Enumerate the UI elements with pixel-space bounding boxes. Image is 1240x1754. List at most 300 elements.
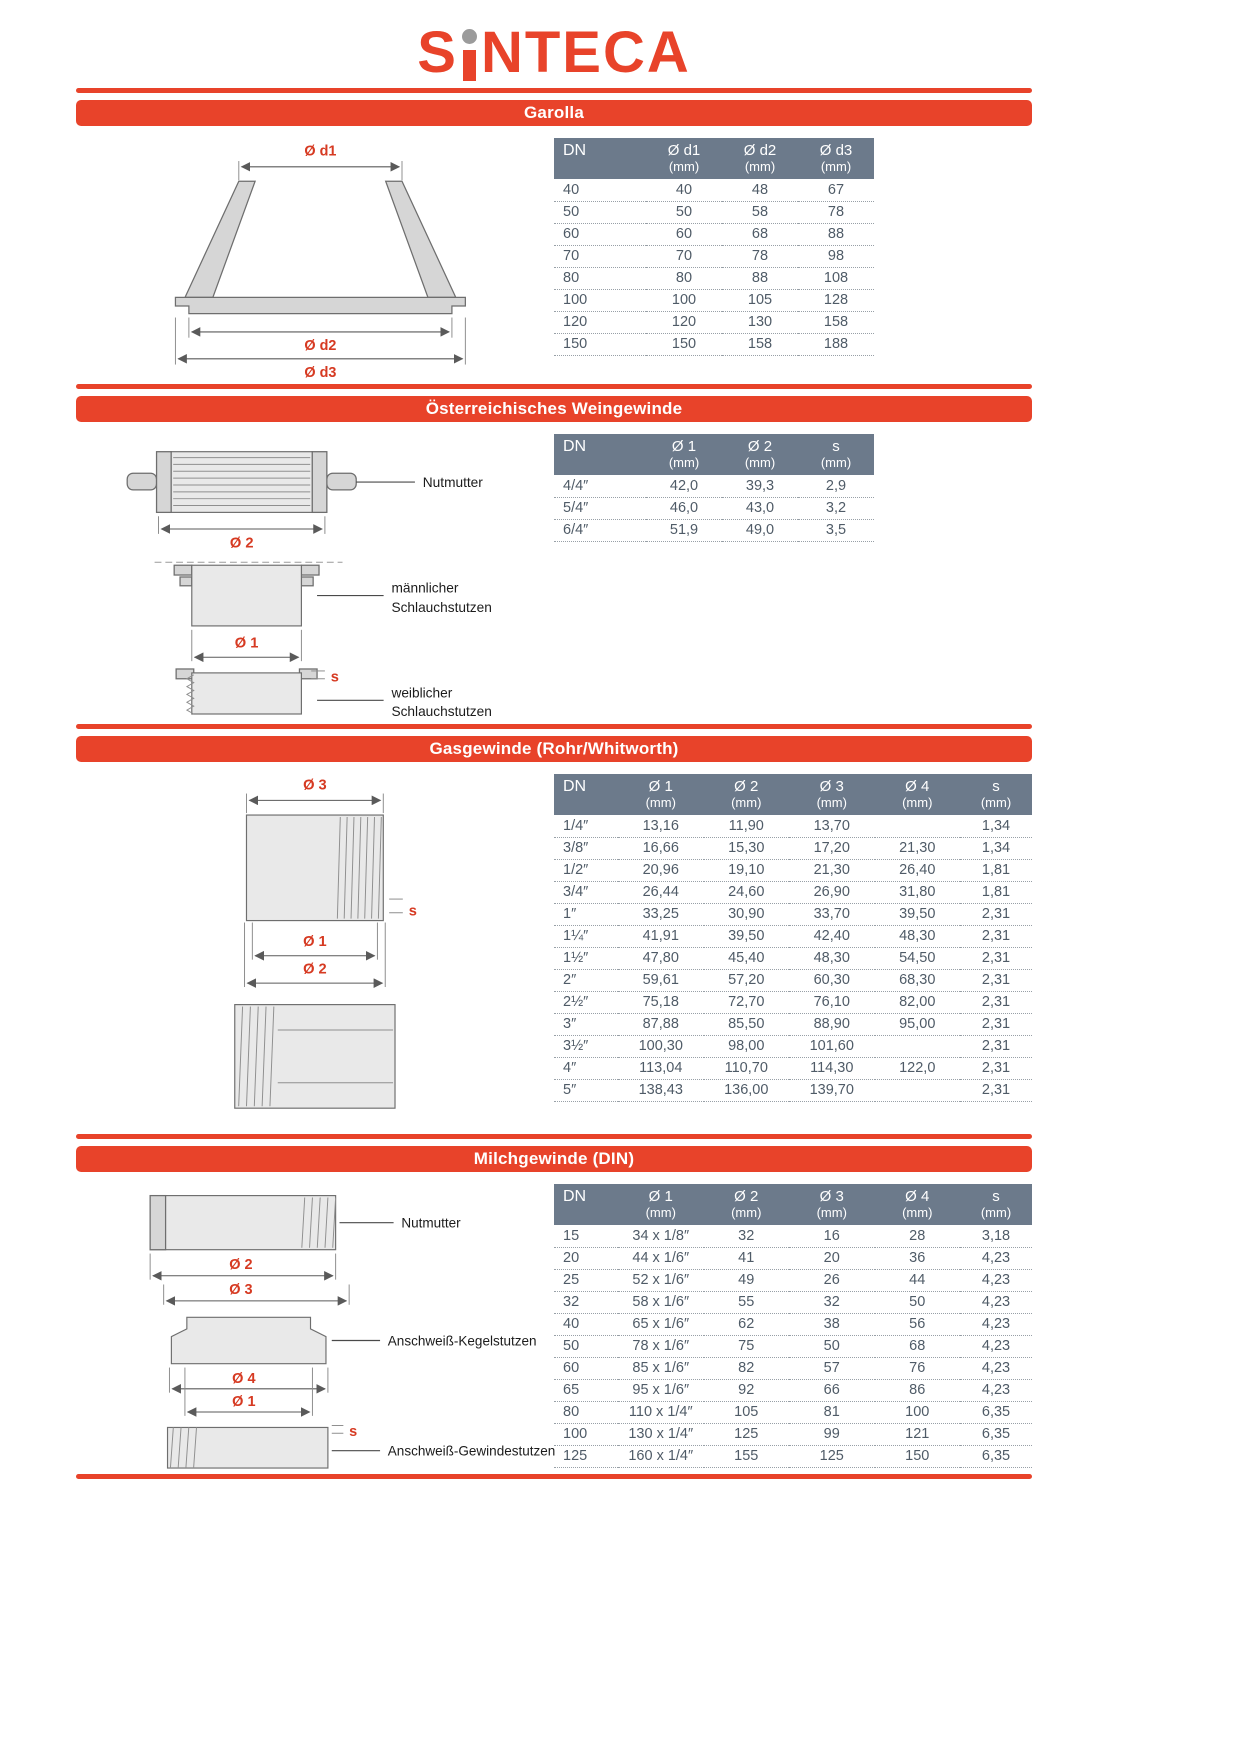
cell-value: 6,35 xyxy=(960,1401,1032,1423)
cell-value: 52 x 1/6″ xyxy=(618,1269,704,1291)
cell-value: 4,23 xyxy=(960,1313,1032,1335)
section-title: Gasgewinde (Rohr/Whitworth) xyxy=(429,739,679,758)
part-label: männlicher xyxy=(391,580,459,596)
cell-dn: 32 xyxy=(554,1291,618,1313)
cell-value: 100 xyxy=(646,289,722,311)
weingewinde-parts-drawing xyxy=(90,434,550,718)
cell-value: 139,70 xyxy=(789,1079,875,1101)
cell-value: 3,2 xyxy=(798,497,874,519)
cell-value: 2,31 xyxy=(960,925,1032,947)
cell-value: 1,81 xyxy=(960,881,1032,903)
cell-value: 28 xyxy=(875,1225,961,1247)
cell-dn: 120 xyxy=(554,311,646,333)
table-row xyxy=(554,1313,1032,1335)
table-row xyxy=(554,1335,1032,1357)
table-row xyxy=(554,267,874,289)
cell-dn: 5″ xyxy=(554,1079,618,1101)
cell-value: 188 xyxy=(798,333,874,355)
cell-dn: 100 xyxy=(554,1423,618,1445)
cell-value: 110,70 xyxy=(704,1057,790,1079)
cell-value: 155 xyxy=(704,1445,790,1467)
cell-value: 3,5 xyxy=(798,519,874,541)
section-weingewinde xyxy=(76,384,1032,724)
col-header-dn: DN xyxy=(554,774,618,815)
table-row xyxy=(554,837,1032,859)
logo-text-prefix: S xyxy=(417,20,458,85)
dim-label: Ø 2 xyxy=(229,1257,253,1274)
cell-value: 4,23 xyxy=(960,1269,1032,1291)
col-header: Ø 3 (mm) xyxy=(789,774,875,815)
cell-value: 65 x 1/6″ xyxy=(618,1313,704,1335)
table-row xyxy=(554,1357,1032,1379)
cell-value: 125 xyxy=(704,1423,790,1445)
table-row xyxy=(554,311,874,333)
cell-value: 16,66 xyxy=(618,837,704,859)
part-label: Nutmutter xyxy=(422,474,483,490)
section-divider xyxy=(76,1134,1032,1139)
cell-value: 114,30 xyxy=(789,1057,875,1079)
cell-value: 136,00 xyxy=(704,1079,790,1101)
col-header: Ø 4 (mm) xyxy=(875,1184,961,1225)
cell-value: 13,16 xyxy=(618,815,704,837)
cell-value: 31,80 xyxy=(875,881,961,903)
cell-value: 100,30 xyxy=(618,1035,704,1057)
cell-value: 121 xyxy=(875,1423,961,1445)
cell-value: 98,00 xyxy=(704,1035,790,1057)
cell-value: 33,25 xyxy=(618,903,704,925)
cell-dn: 70 xyxy=(554,245,646,267)
table-row xyxy=(554,1225,1032,1247)
col-header: Ø 2 (mm) xyxy=(704,774,790,815)
cell-value: 66 xyxy=(789,1379,875,1401)
cell-value: 6,35 xyxy=(960,1445,1032,1467)
cell-value: 1,34 xyxy=(960,837,1032,859)
milchgewinde-parts-drawing xyxy=(90,1184,560,1469)
table-header-row xyxy=(554,774,1032,815)
cell-value: 59,61 xyxy=(618,969,704,991)
section-divider xyxy=(76,724,1032,729)
section-divider xyxy=(76,384,1032,389)
cell-value: 62 xyxy=(704,1313,790,1335)
part-label: Schlauchstutzen xyxy=(391,600,492,616)
cell-value: 4,23 xyxy=(960,1247,1032,1269)
table-row xyxy=(554,201,874,223)
cell-value: 81 xyxy=(789,1401,875,1423)
cell-value: 2,31 xyxy=(960,1035,1032,1057)
milchgewinde-table xyxy=(554,1184,1032,1468)
cell-value: 13,70 xyxy=(789,815,875,837)
cell-value: 39,50 xyxy=(704,925,790,947)
table-row xyxy=(554,179,874,201)
section-divider xyxy=(76,88,1032,93)
col-header-dn: DN xyxy=(554,138,646,179)
cell-value: 45,40 xyxy=(704,947,790,969)
logo-letter-i xyxy=(462,36,477,82)
cell-value: 1,34 xyxy=(960,815,1032,837)
cell-value: 32 xyxy=(704,1225,790,1247)
cell-value: 20,96 xyxy=(618,859,704,881)
section-milchgewinde xyxy=(76,1134,1032,1474)
cell-value: 48,30 xyxy=(789,947,875,969)
cell-value: 2,31 xyxy=(960,1079,1032,1101)
cell-value: 108 xyxy=(798,267,874,289)
cell-value: 88 xyxy=(722,267,798,289)
cell-dn: 1¼″ xyxy=(554,925,618,947)
cell-value: 72,70 xyxy=(704,991,790,1013)
section-garolla xyxy=(76,88,1032,384)
milchgewinde-drawing xyxy=(76,1184,554,1474)
cell-value: 41,91 xyxy=(618,925,704,947)
cell-dn: 50 xyxy=(554,201,646,223)
cell-value xyxy=(875,815,961,837)
cell-value: 99 xyxy=(789,1423,875,1445)
cell-dn: 50 xyxy=(554,1335,618,1357)
cell-value: 120 xyxy=(646,311,722,333)
cell-value: 26,90 xyxy=(789,881,875,903)
cell-value: 41 xyxy=(704,1247,790,1269)
table-row xyxy=(554,475,874,497)
cell-value: 2,31 xyxy=(960,1013,1032,1035)
logo-dot-icon xyxy=(462,29,477,44)
cell-value: 21,30 xyxy=(789,859,875,881)
dim-label: Ø d3 xyxy=(304,365,337,378)
cell-value: 88,90 xyxy=(789,1013,875,1035)
cell-value: 24,60 xyxy=(704,881,790,903)
table-row xyxy=(554,519,874,541)
section-title-bar xyxy=(76,396,1032,422)
brand-logo xyxy=(417,20,691,85)
cell-dn: 1½″ xyxy=(554,947,618,969)
cell-dn: 20 xyxy=(554,1247,618,1269)
cell-value: 11,90 xyxy=(704,815,790,837)
cell-value: 44 x 1/6″ xyxy=(618,1247,704,1269)
cell-value: 130 x 1/4″ xyxy=(618,1423,704,1445)
cell-value: 87,88 xyxy=(618,1013,704,1035)
header xyxy=(76,0,1032,88)
cell-dn: 60 xyxy=(554,1357,618,1379)
table-row xyxy=(554,903,1032,925)
cell-value: 95 x 1/6″ xyxy=(618,1379,704,1401)
cell-value: 57 xyxy=(789,1357,875,1379)
cell-value: 48 xyxy=(722,179,798,201)
cell-dn: 150 xyxy=(554,333,646,355)
table-row xyxy=(554,1401,1032,1423)
dim-label: s xyxy=(408,903,417,920)
cell-value: 6,35 xyxy=(960,1423,1032,1445)
cell-value: 60,30 xyxy=(789,969,875,991)
cell-dn: 6/4″ xyxy=(554,519,646,541)
table-row xyxy=(554,1057,1032,1079)
cell-value: 17,20 xyxy=(789,837,875,859)
col-header: Ø 2 (mm) xyxy=(722,434,798,475)
cell-dn: 125 xyxy=(554,1445,618,1467)
cell-value: 43,0 xyxy=(722,497,798,519)
cell-value: 50 xyxy=(875,1291,961,1313)
table-row xyxy=(554,1423,1032,1445)
garolla-table xyxy=(554,138,874,356)
cell-value: 15,30 xyxy=(704,837,790,859)
cell-value: 88 xyxy=(798,223,874,245)
table-row xyxy=(554,1079,1032,1101)
cell-value: 42,0 xyxy=(646,475,722,497)
col-header: Ø 2 (mm) xyxy=(704,1184,790,1225)
cell-value: 32 xyxy=(789,1291,875,1313)
table-header-row xyxy=(554,138,874,179)
cell-dn: 80 xyxy=(554,1401,618,1423)
logo-i-stem xyxy=(463,50,476,81)
cell-value: 39,3 xyxy=(722,475,798,497)
col-header-dn: DN xyxy=(554,434,646,475)
table-header-row xyxy=(554,434,874,475)
dim-label: Ø d1 xyxy=(304,143,337,160)
dim-label: Ø 2 xyxy=(303,961,327,978)
cell-value: 100 xyxy=(875,1401,961,1423)
dim-label: s xyxy=(349,1424,358,1441)
cell-value: 4,23 xyxy=(960,1335,1032,1357)
cell-dn: 4″ xyxy=(554,1057,618,1079)
cell-value: 113,04 xyxy=(618,1057,704,1079)
cell-value: 33,70 xyxy=(789,903,875,925)
cell-dn: 80 xyxy=(554,267,646,289)
cell-value: 42,40 xyxy=(789,925,875,947)
page-bottom-divider xyxy=(76,1474,1032,1479)
col-header-dn: DN xyxy=(554,1184,618,1225)
cell-value: 105 xyxy=(722,289,798,311)
cell-value: 58 xyxy=(722,201,798,223)
section-gasgewinde xyxy=(76,724,1032,1134)
logo-text-suffix: NTECA xyxy=(480,20,691,85)
cell-value: 101,60 xyxy=(789,1035,875,1057)
cell-value: 34 x 1/8″ xyxy=(618,1225,704,1247)
cell-value: 38 xyxy=(789,1313,875,1335)
cell-dn: 60 xyxy=(554,223,646,245)
cell-value: 68 xyxy=(875,1335,961,1357)
col-header: Ø 1 (mm) xyxy=(646,434,722,475)
cell-value: 95,00 xyxy=(875,1013,961,1035)
cell-value: 68 xyxy=(722,223,798,245)
cell-value: 60 xyxy=(646,223,722,245)
cell-dn: 5/4″ xyxy=(554,497,646,519)
section-title: Garolla xyxy=(524,103,584,122)
garolla-drawing xyxy=(76,138,554,384)
section-title-bar xyxy=(76,100,1032,126)
cell-value: 130 xyxy=(722,311,798,333)
cell-value: 78 x 1/6″ xyxy=(618,1335,704,1357)
cell-value: 92 xyxy=(704,1379,790,1401)
dim-label: s xyxy=(330,669,339,686)
cell-value: 2,31 xyxy=(960,969,1032,991)
cell-value: 36 xyxy=(875,1247,961,1269)
cell-dn: 3″ xyxy=(554,1013,618,1035)
cell-value: 19,10 xyxy=(704,859,790,881)
gasgewinde-drawing xyxy=(76,774,554,1134)
cell-dn: 2½″ xyxy=(554,991,618,1013)
table-row xyxy=(554,815,1032,837)
cell-value: 4,23 xyxy=(960,1379,1032,1401)
section-title-bar xyxy=(76,736,1032,762)
cell-value: 30,90 xyxy=(704,903,790,925)
cell-dn: 40 xyxy=(554,1313,618,1335)
content-area xyxy=(76,0,1032,1479)
cell-value: 2,31 xyxy=(960,991,1032,1013)
cell-value: 122,0 xyxy=(875,1057,961,1079)
cell-value: 46,0 xyxy=(646,497,722,519)
table-row xyxy=(554,881,1032,903)
part-label: Nutmutter xyxy=(401,1215,461,1231)
cell-value: 49 xyxy=(704,1269,790,1291)
part-label: Schlauchstutzen xyxy=(391,703,492,718)
cell-value: 1,81 xyxy=(960,859,1032,881)
cell-value: 128 xyxy=(798,289,874,311)
cell-value: 138,43 xyxy=(618,1079,704,1101)
part-label: Anschweiß-Kegelstutzen xyxy=(387,1333,537,1349)
cell-value: 55 xyxy=(704,1291,790,1313)
cell-value: 4,23 xyxy=(960,1357,1032,1379)
table-row xyxy=(554,991,1032,1013)
cell-value: 4,23 xyxy=(960,1291,1032,1313)
cell-value: 2,31 xyxy=(960,903,1032,925)
part-label: Anschweiß-Gewindestutzen xyxy=(387,1443,556,1459)
dim-label: Ø 1 xyxy=(303,933,327,950)
cell-value: 2,31 xyxy=(960,1057,1032,1079)
cell-value: 78 xyxy=(798,201,874,223)
cell-value: 150 xyxy=(875,1445,961,1467)
section-title-bar xyxy=(76,1146,1032,1172)
gasgewinde-parts-drawing xyxy=(90,774,530,1116)
cell-value: 75 xyxy=(704,1335,790,1357)
cell-dn: 1″ xyxy=(554,903,618,925)
table-row xyxy=(554,1035,1032,1057)
table-row xyxy=(554,245,874,267)
col-header: Ø 1 (mm) xyxy=(618,774,704,815)
col-header: Ø 1 (mm) xyxy=(618,1184,704,1225)
table-row xyxy=(554,1291,1032,1313)
cell-value: 20 xyxy=(789,1247,875,1269)
col-header: Ø d2 (mm) xyxy=(722,138,798,179)
cell-value: 26 xyxy=(789,1269,875,1291)
cell-value: 44 xyxy=(875,1269,961,1291)
cell-dn: 15 xyxy=(554,1225,618,1247)
cell-value: 50 xyxy=(646,201,722,223)
cell-value: 76 xyxy=(875,1357,961,1379)
table-row xyxy=(554,1445,1032,1467)
table-row xyxy=(554,925,1032,947)
cell-value: 75,18 xyxy=(618,991,704,1013)
cell-value: 110 x 1/4″ xyxy=(618,1401,704,1423)
cell-value: 158 xyxy=(722,333,798,355)
gasgewinde-table xyxy=(554,774,1032,1102)
cell-dn: 3/8″ xyxy=(554,837,618,859)
col-header: Ø d1 (mm) xyxy=(646,138,722,179)
cell-dn: 4/4″ xyxy=(554,475,646,497)
cell-value: 86 xyxy=(875,1379,961,1401)
col-header: s (mm) xyxy=(960,774,1032,815)
table-row xyxy=(554,223,874,245)
cell-value: 56 xyxy=(875,1313,961,1335)
cell-value: 40 xyxy=(646,179,722,201)
table-row xyxy=(554,1013,1032,1035)
cell-value xyxy=(875,1079,961,1101)
col-header: s (mm) xyxy=(960,1184,1032,1225)
cell-value xyxy=(875,1035,961,1057)
dim-label: Ø d2 xyxy=(304,338,337,355)
cell-value: 50 xyxy=(789,1335,875,1357)
table-row xyxy=(554,1247,1032,1269)
cell-value: 3,18 xyxy=(960,1225,1032,1247)
cell-value: 70 xyxy=(646,245,722,267)
cell-value: 67 xyxy=(798,179,874,201)
cell-dn: 100 xyxy=(554,289,646,311)
cell-value: 125 xyxy=(789,1445,875,1467)
table-row xyxy=(554,333,874,355)
cell-value: 85 x 1/6″ xyxy=(618,1357,704,1379)
table-row xyxy=(554,969,1032,991)
cell-value: 78 xyxy=(722,245,798,267)
cell-value: 54,50 xyxy=(875,947,961,969)
table-row xyxy=(554,497,874,519)
cell-value: 26,44 xyxy=(618,881,704,903)
col-header: s (mm) xyxy=(798,434,874,475)
section-title: Österreichisches Weingewinde xyxy=(425,399,683,418)
cell-value: 39,50 xyxy=(875,903,961,925)
dim-label: Ø 1 xyxy=(234,635,259,652)
cell-value: 80 xyxy=(646,267,722,289)
cell-value: 57,20 xyxy=(704,969,790,991)
cell-dn: 1/2″ xyxy=(554,859,618,881)
cell-value: 49,0 xyxy=(722,519,798,541)
dim-label: Ø 2 xyxy=(229,535,254,552)
table-row xyxy=(554,1269,1032,1291)
cell-value: 82,00 xyxy=(875,991,961,1013)
dim-label: Ø 1 xyxy=(232,1394,256,1411)
cell-dn: 3½″ xyxy=(554,1035,618,1057)
cell-dn: 2″ xyxy=(554,969,618,991)
cell-value: 76,10 xyxy=(789,991,875,1013)
cell-dn: 65 xyxy=(554,1379,618,1401)
cell-value: 48,30 xyxy=(875,925,961,947)
table-header-row xyxy=(554,1184,1032,1225)
table-row xyxy=(554,1379,1032,1401)
cell-dn: 3/4″ xyxy=(554,881,618,903)
garolla-cross-section xyxy=(90,138,522,378)
dim-label: Ø 4 xyxy=(232,1371,256,1388)
cell-dn: 25 xyxy=(554,1269,618,1291)
cell-value: 82 xyxy=(704,1357,790,1379)
cell-dn: 1/4″ xyxy=(554,815,618,837)
col-header: Ø 4 (mm) xyxy=(875,774,961,815)
cell-value: 105 xyxy=(704,1401,790,1423)
section-title: Milchgewinde (DIN) xyxy=(473,1149,635,1168)
col-header: Ø d3 (mm) xyxy=(798,138,874,179)
cell-value: 98 xyxy=(798,245,874,267)
weingewinde-drawing xyxy=(76,434,554,724)
table-row xyxy=(554,859,1032,881)
cell-value: 68,30 xyxy=(875,969,961,991)
cell-value: 85,50 xyxy=(704,1013,790,1035)
cell-value: 16 xyxy=(789,1225,875,1247)
cell-value: 26,40 xyxy=(875,859,961,881)
table-row xyxy=(554,947,1032,969)
col-header: Ø 3 (mm) xyxy=(789,1184,875,1225)
cell-value: 2,9 xyxy=(798,475,874,497)
cell-value: 58 x 1/6″ xyxy=(618,1291,704,1313)
dim-label: Ø 3 xyxy=(303,777,327,794)
table-row xyxy=(554,289,874,311)
dim-label: Ø 3 xyxy=(229,1282,253,1299)
cell-value: 158 xyxy=(798,311,874,333)
cell-value: 51,9 xyxy=(646,519,722,541)
cell-value: 2,31 xyxy=(960,947,1032,969)
